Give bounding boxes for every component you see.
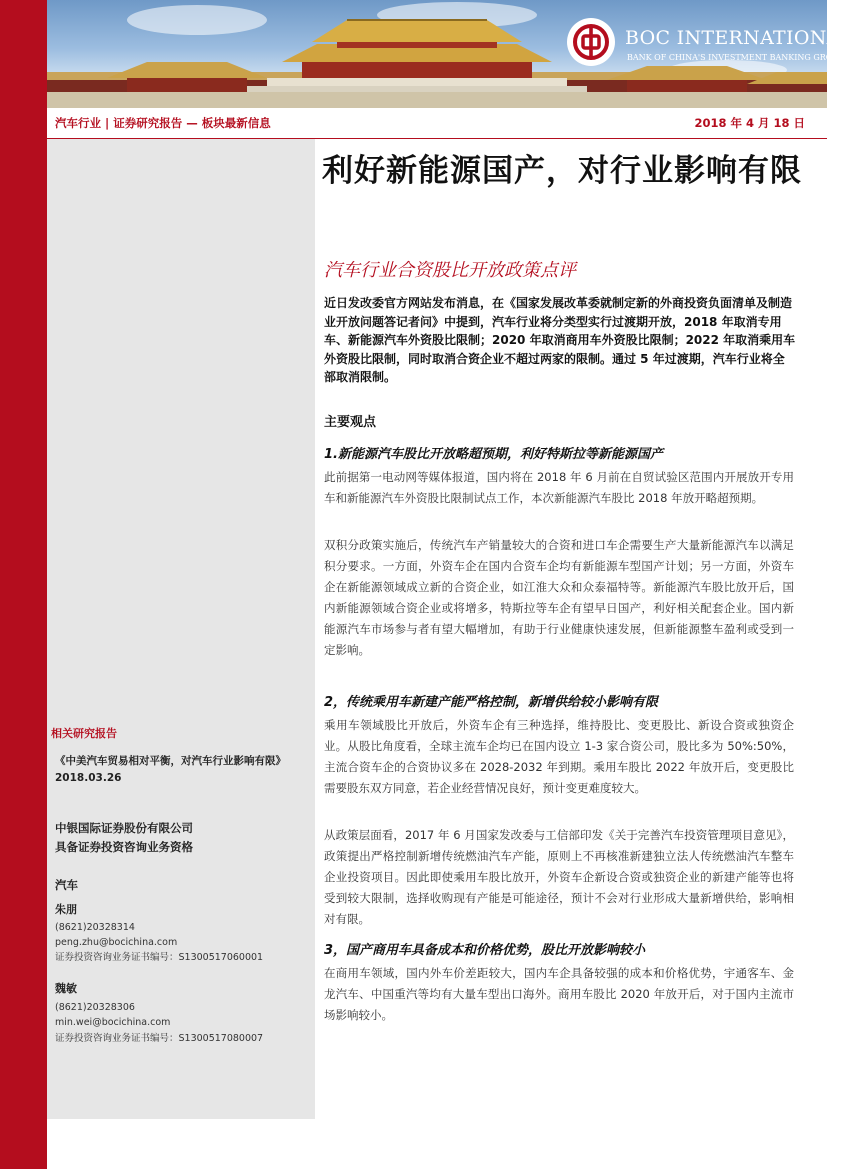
boc-logo (567, 18, 854, 78)
logo-name: BOC INTERNATIONAL (625, 27, 854, 49)
boc-logo-icon (567, 18, 615, 66)
section-paragraph: 此前据第一电动网等媒体报道，国内将在 2018 年 6 月前在自贸试验区范围内开展放开专用车和新能源汽车外资股比限制试点工作，本次新能源汽车股比 2018 年放开略超预期。 (324, 470, 794, 505)
analyst-license: 证券投资咨询业务证书编号：S1300517080007 (55, 1033, 264, 1044)
report-title: 利好新能源国产，对行业影响有限 (322, 153, 802, 189)
analyst-email[interactable]: peng.zhu@bocichina.com (55, 937, 178, 948)
header-banner (47, 0, 854, 108)
section-paragraph: 从政策层面看，2017 年 6 月国家发改委与工信部印发《关于完善汽车投资管理项目意见》，政策提出严格控制新增传统燃油汽车产能，原则上不再核准新建独立法人传统燃油汽车整车企业投资项目。因此即使乘用车股比放开，外资车企新设合资或独资企业的新建产能等也将受到较大限制，选择收购现有产能是可能途径，预计不会对行业形成大量新增供给，影响相对有限。 (324, 828, 794, 926)
company-name: 中银国际证券股份有限公司 (55, 821, 193, 835)
section-heading: 3，国产商用车具备成本和价格优势，股比开放影响较小 (324, 943, 646, 958)
left-red-bar (0, 0, 47, 1169)
analyst-name: 朱朋 (55, 903, 77, 916)
report-date: 2018 年 4 月 18 日 (694, 116, 805, 130)
section-paragraph: 在商用车领域，国内外车价差距较大，国内车企具备较强的成本和价格优势，宇通客车、金龙汽车、中国重汽等均有大量车型出口海外。商用车股比 2020 年放开后，对于国内主流市场影响较小。 (324, 966, 794, 1022)
section-heading: 2，传统乘用车新建产能严格控制，新增供给较小影响有限 (324, 695, 659, 710)
analyst-phone: (8621)20328306 (55, 1002, 135, 1013)
report-summary: 近日发改委官方网站发布消息，在《国家发展改革委就制定新的外商投资负面清单及制造业开放问题答记者问》中提到，汽车行业将分类型实行过渡期开放，2018 年取消专用车、新能源汽车外资股比限制；2020 年取消商用车外资股比限制；2022 年取消乘用车外资股比限制，同时取消合资企业不超过两家的限制。通过 5 年过渡期，汽车行业将全部取消限制。 (324, 296, 796, 384)
related-report-link[interactable]: 《中美汽车贸易相对平衡，对汽车行业影响有限》2018.03.26 (55, 755, 286, 784)
company-qualification: 具备证券投资咨询业务资格 (55, 840, 193, 854)
report-header (47, 108, 827, 139)
industry-label: 汽车 (55, 878, 78, 892)
report-category: 汽车行业 | 证券研究报告 — 板块最新信息 (55, 116, 271, 130)
analyst-phone: (8621)20328314 (55, 922, 135, 933)
section-paragraph: 双积分政策实施后，传统汽车产销量较大的合资和进口车企需要生产大量新能源汽车以满足积分要求。一方面，外资车企在国内合资车企均有新能源车型国产计划；另一方面，外资车企在新能源领域成立新的合资企业，如江淮大众和众泰福特等。新能源汽车股比放开后，国内新能源领域合资企业或将增多，特斯拉等车企有望早日国产，利好相关配套企业。国内新能源汽车市场参与者有望大幅增加，有助于行业健康快速发展，但新能源整车盈利或受到一定影响。 (324, 538, 794, 657)
main-points-title: 主要观点 (324, 415, 377, 430)
report-subtitle: 汽车行业合资股比开放政策点评 (324, 260, 576, 281)
section-paragraph: 乘用车领域股比开放后，外资车企有三种选择，维持股比、变更股比、新设合资或独资企业。从股比角度看，全球主流车企均已在国内设立 1-3 家合资公司，股比多为 50%:50%，主流合资车企的合资协议多在 2028-2032 年到期。乘用车股比 2022 年放开后，变更股比需要股东双方同意，若企业经营情况良好，预计变更难度较大。 (324, 718, 794, 795)
related-reports-title: 相关研究报告 (51, 727, 117, 740)
analyst-email[interactable]: min.wei@bocichina.com (55, 1017, 171, 1028)
section-heading: 1.新能源汽车股比开放略超预期，利好特斯拉等新能源国产 (324, 447, 663, 462)
logo-tagline: BANK OF CHINA'S INVESTMENT BANKING GROUP (627, 53, 845, 62)
analyst-license: 证券投资咨询业务证书编号：S1300517060001 (55, 952, 264, 963)
sidebar (47, 139, 315, 1119)
analyst-name: 魏敏 (55, 982, 77, 995)
